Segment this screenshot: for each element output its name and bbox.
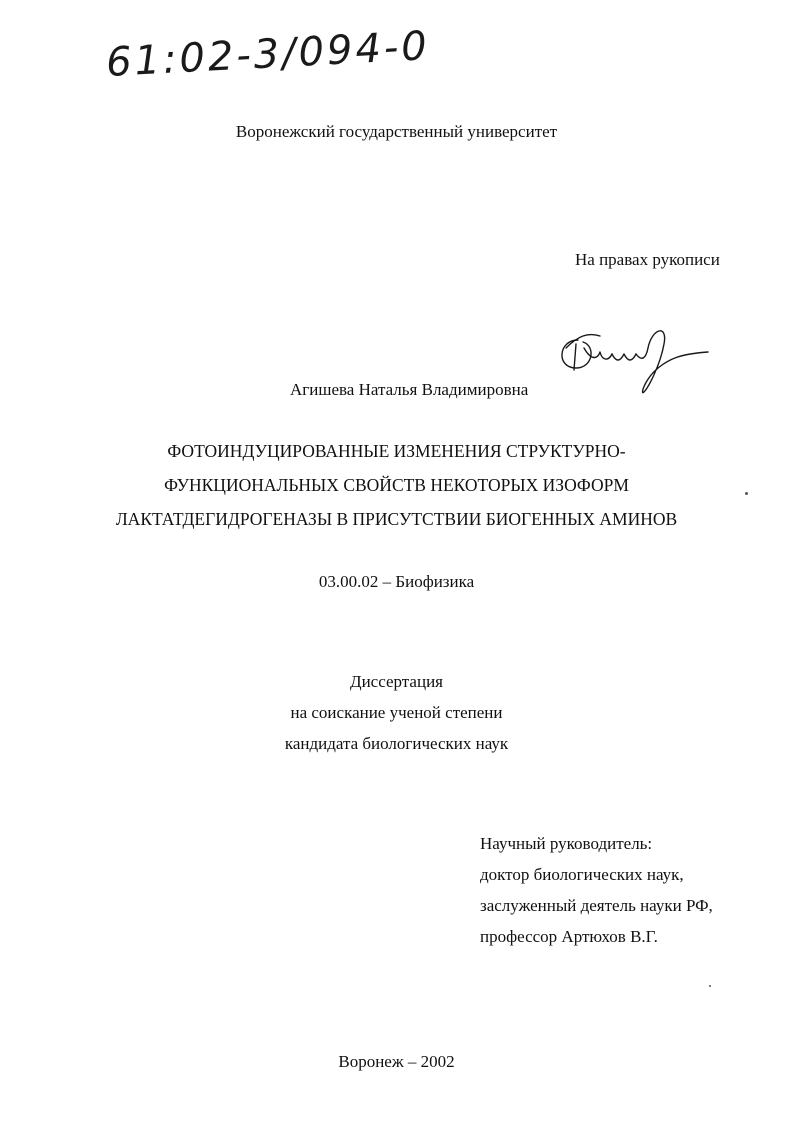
specialty-code: 03.00.02 – Биофизика: [318, 572, 475, 591]
title-line: ЛАКТАТДЕГИДРОГЕНАЗЫ В ПРИСУТСТВИИ БИОГЕННЫХ АМИНОВ: [115, 509, 678, 529]
manuscript-rights-note: На правах рукописи: [575, 250, 720, 269]
supervisor-line: Научный руководитель:: [480, 834, 653, 853]
university-name: Воронежский государственный университет: [235, 122, 558, 141]
scan-speck: [709, 985, 711, 987]
title-line: ФОТОИНДУЦИРОВАННЫЕ ИЗМЕНЕНИЯ СТРУКТУРНО-: [167, 441, 626, 461]
scan-speck: [745, 492, 748, 495]
degree-line: кандидата биологических наук: [284, 734, 509, 753]
place-and-year: Воронеж – 2002: [338, 1052, 455, 1071]
supervisor-info: [480, 828, 713, 952]
supervisor-line: профессор Артюхов В.Г.: [480, 927, 658, 946]
supervisor-line: заслуженный деятель науки РФ,: [480, 896, 713, 915]
author-name: Агишева Наталья Владимировна: [290, 380, 529, 399]
degree-line: на соискание ученой степени: [290, 703, 503, 722]
archive-code: 61:02-3/094-0: [105, 23, 431, 86]
degree-statement: [0, 666, 793, 759]
supervisor-line: доктор биологических наук,: [480, 865, 684, 884]
dissertation-title: [0, 434, 793, 536]
title-line: ФУНКЦИОНАЛЬНЫХ СВОЙСТВ НЕКОТОРЫХ ИЗОФОРМ: [164, 475, 629, 495]
author-signature: [548, 318, 718, 398]
degree-line: Диссертация: [349, 672, 443, 691]
